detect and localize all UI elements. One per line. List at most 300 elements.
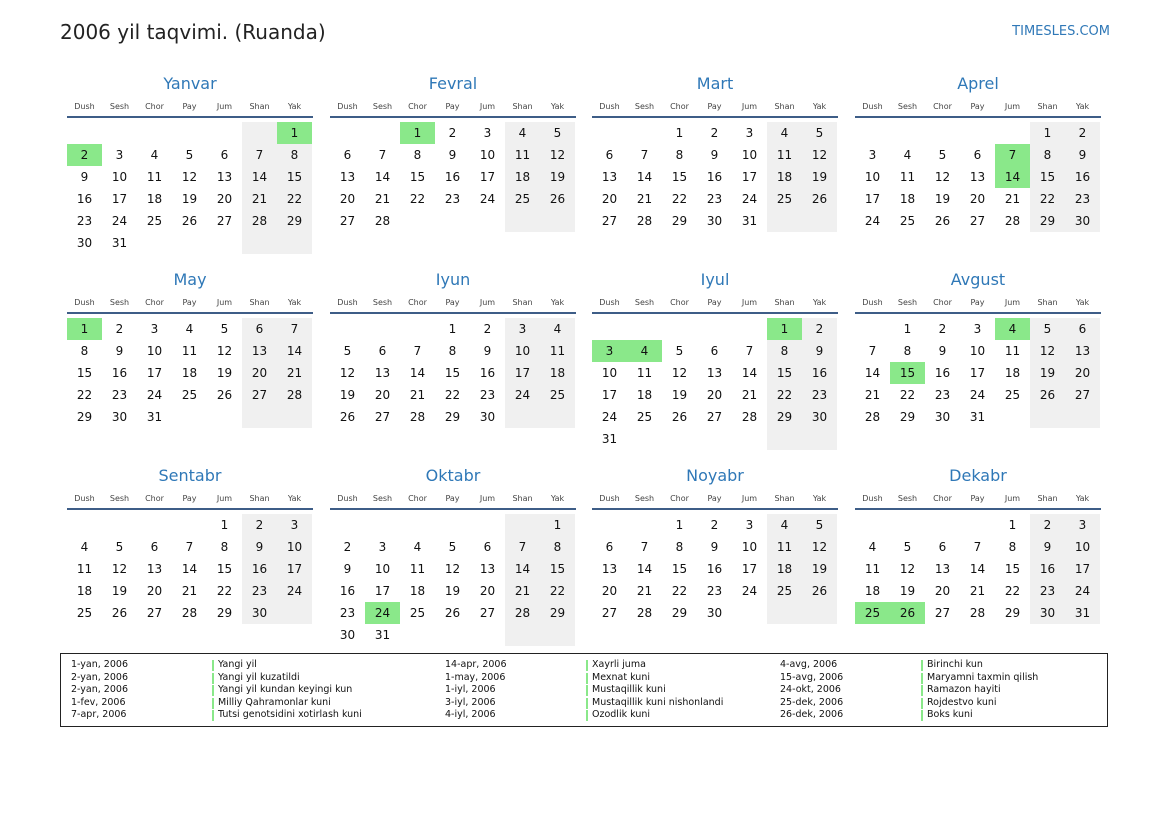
day-cell: 13	[1065, 340, 1100, 362]
weekday-label: Pay	[707, 102, 722, 111]
day-cell: 27	[706, 410, 723, 424]
month-iyul	[592, 270, 838, 445]
holiday-marker	[212, 685, 214, 696]
day-cell: 3	[150, 322, 159, 336]
day-cell: 17	[741, 170, 758, 184]
day-cell: 28	[181, 606, 198, 620]
weekday-label: Shan	[1037, 102, 1058, 111]
weekday-label: Dush	[337, 298, 358, 307]
day-cell: 10	[374, 562, 391, 576]
weekday-label: Pay	[707, 298, 722, 307]
header-rule	[330, 508, 576, 510]
day-cell: 11	[899, 170, 916, 184]
day-cell: 22	[277, 188, 312, 210]
month-fevral	[330, 74, 576, 249]
weekday-label: Dush	[862, 102, 883, 111]
day-cell: 4	[185, 322, 194, 336]
weekend-blank	[277, 232, 312, 254]
day-cell: 24	[277, 580, 312, 602]
day-cell: 11	[181, 344, 198, 358]
day-cell: 29	[671, 606, 688, 620]
day-cell: 3	[745, 126, 754, 140]
day-cell: 10	[146, 344, 163, 358]
day-cell: 13	[479, 562, 496, 576]
day-cell: 22	[1030, 188, 1065, 210]
day-cell: 20	[374, 388, 391, 402]
day-cell: 15	[277, 166, 312, 188]
day-cell: 30	[706, 606, 723, 620]
day-cell: 21	[409, 388, 426, 402]
site-link[interactable]: TIMESLES.COM	[1012, 24, 1110, 39]
day-cell: 31	[111, 236, 128, 250]
day-cell: 21	[277, 362, 312, 384]
day-cell: 15	[540, 558, 575, 580]
day-cell: 12	[802, 144, 837, 166]
day-cell: 27	[1065, 384, 1100, 406]
day-cell: 7	[242, 144, 277, 166]
weekend-blank	[1065, 406, 1100, 428]
day-cell: 4	[413, 540, 422, 554]
weekday-label: Pay	[182, 102, 197, 111]
day-cell: 20	[339, 192, 356, 206]
weekend-blank	[540, 624, 575, 646]
holiday-marker	[212, 660, 214, 671]
day-cell: 28	[864, 410, 881, 424]
holiday-name: Mexnat kuni	[592, 671, 650, 683]
weekday-label: Jum	[479, 298, 496, 307]
day-cell: 2	[448, 126, 457, 140]
month-name: Yanvar	[163, 74, 217, 93]
day-cell: 22	[444, 388, 461, 402]
day-cell: 9	[80, 170, 89, 184]
day-cell: 29	[767, 406, 802, 428]
day-cell: 9	[1065, 144, 1100, 166]
day-cell: 25	[76, 606, 93, 620]
day-cell: 21	[242, 188, 277, 210]
holiday-date: 26-dek, 2006	[780, 709, 844, 721]
day-cell: 11	[636, 366, 653, 380]
day-cell: 30	[934, 410, 951, 424]
day-cell: 7	[413, 344, 422, 358]
day-cell: 2	[483, 322, 492, 336]
month-iyun	[330, 270, 576, 445]
day-cell: 1	[675, 518, 684, 532]
day-cell: 11	[76, 562, 93, 576]
day-cell: 21	[864, 388, 881, 402]
day-cell: 20	[706, 388, 723, 402]
day-cell: 21	[505, 580, 540, 602]
header-rule	[855, 312, 1101, 314]
day-cell: 29	[444, 410, 461, 424]
day-cell: 23	[1030, 580, 1065, 602]
day-cell: 5	[540, 122, 575, 144]
weekday-label: Shan	[1037, 298, 1058, 307]
day-cell: 18	[767, 166, 802, 188]
day-cell: 9	[448, 148, 457, 162]
weekend-blank	[242, 232, 277, 254]
weekday-label: Pay	[970, 494, 985, 503]
weekday-label: Pay	[970, 298, 985, 307]
day-cell: 6	[710, 344, 719, 358]
day-cell: 2	[710, 518, 719, 532]
holiday-legend	[60, 653, 1108, 727]
holiday-name: Yangi yil	[218, 659, 257, 670]
holiday-name: Xayrli juma	[592, 659, 646, 670]
day-cell: 19	[339, 388, 356, 402]
day-cell: 24	[111, 214, 128, 228]
holiday-date: 1-yan, 2006	[71, 659, 128, 670]
weekday-label: Dush	[862, 298, 883, 307]
weekday-label: Yak	[287, 102, 302, 111]
weekday-label: Sesh	[372, 102, 393, 111]
day-cell: 1	[1030, 122, 1065, 144]
holiday-date: 25-dek, 2006	[780, 696, 844, 708]
day-cell: 28	[969, 606, 986, 620]
day-cell: 16	[1030, 558, 1065, 580]
day-cell: 9	[1030, 536, 1065, 558]
day-cell: 31	[1065, 602, 1100, 624]
day-cell: 30	[111, 410, 128, 424]
month-mart	[592, 74, 838, 249]
day-cell: 7	[378, 148, 387, 162]
weekday-label: Chor	[408, 102, 427, 111]
day-cell: 28	[636, 214, 653, 228]
day-cell: 2	[115, 322, 124, 336]
day-cell: 16	[934, 366, 951, 380]
weekday-label: Dush	[74, 494, 95, 503]
weekday-label: Yak	[287, 298, 302, 307]
day-cell: 8	[413, 148, 422, 162]
day-cell: 2	[710, 126, 719, 140]
holiday-marker	[586, 685, 588, 696]
weekday-label: Shan	[249, 102, 270, 111]
day-cell: 12	[339, 366, 356, 380]
day-cell: 3	[277, 514, 312, 536]
weekday-label: Sesh	[897, 102, 918, 111]
day-cell: 16	[479, 366, 496, 380]
day-cell: 27	[374, 410, 391, 424]
day-cell: 14	[741, 366, 758, 380]
day-cell: 4	[767, 514, 802, 536]
day-cell: 14	[636, 562, 653, 576]
day-cell: 20	[216, 192, 233, 206]
day-cell: 1	[448, 322, 457, 336]
weekday-label: Sesh	[634, 494, 655, 503]
day-cell: 13	[216, 170, 233, 184]
day-cell: 17	[1065, 558, 1100, 580]
day-cell: 24	[146, 388, 163, 402]
day-cell: 27	[601, 214, 618, 228]
holiday-date: 3-iyl, 2006	[445, 696, 496, 708]
holiday-date: 14-apr, 2006	[445, 659, 507, 670]
day-cell: 28	[1004, 214, 1021, 228]
day-cell: 17	[969, 366, 986, 380]
day-cell: 7	[640, 148, 649, 162]
weekday-label: Pay	[445, 298, 460, 307]
weekday-label: Shan	[249, 494, 270, 503]
day-cell: 2	[802, 318, 837, 340]
header-rule	[330, 116, 576, 118]
month-may	[67, 270, 313, 445]
holiday-marker	[586, 660, 588, 671]
day-cell: 10	[1065, 536, 1100, 558]
weekend-blank	[242, 122, 277, 144]
day-cell: 22	[767, 384, 802, 406]
header-rule	[67, 312, 313, 314]
day-cell: 29	[1030, 210, 1065, 232]
day-cell: 8	[675, 148, 684, 162]
day-cell: 10	[601, 366, 618, 380]
weekday-label: Shan	[774, 102, 795, 111]
holiday-name: Maryamni taxmin qilish	[927, 671, 1039, 683]
month-sentabr	[67, 466, 313, 641]
day-cell: 21	[1004, 192, 1021, 206]
weekday-label: Shan	[512, 102, 533, 111]
day-cell: 5	[115, 540, 124, 554]
day-cell: 13	[934, 562, 951, 576]
day-cell: 10	[969, 344, 986, 358]
day-cell: 22	[671, 584, 688, 598]
weekday-label: Jum	[479, 102, 496, 111]
weekend-blank	[1030, 406, 1065, 428]
day-cell: 5	[675, 344, 684, 358]
day-cell: 6	[150, 540, 159, 554]
day-cell: 14	[374, 170, 391, 184]
day-cell: 2	[343, 540, 352, 554]
day-cell: 5	[802, 514, 837, 536]
weekday-label: Dush	[599, 298, 620, 307]
day-cell: 31	[741, 214, 758, 228]
day-cell: 20	[242, 362, 277, 384]
day-cell: 20	[969, 192, 986, 206]
day-cell: 24	[741, 192, 758, 206]
holiday-date: 24-okt, 2006	[780, 684, 841, 696]
weekday-label: Shan	[249, 298, 270, 307]
day-cell: 28	[374, 214, 391, 228]
day-cell: 5	[938, 148, 947, 162]
day-cell: 5	[1030, 318, 1065, 340]
day-cell: 14	[505, 558, 540, 580]
weekend-blank	[767, 602, 802, 624]
day-cell: 26	[216, 388, 233, 402]
day-cell: 20	[1065, 362, 1100, 384]
day-cell: 1	[903, 322, 912, 336]
day-cell: 8	[903, 344, 912, 358]
holiday-day: 15	[890, 362, 925, 384]
day-cell: 26	[540, 188, 575, 210]
day-cell: 12	[802, 536, 837, 558]
day-cell: 10	[505, 340, 540, 362]
weekday-label: Pay	[182, 494, 197, 503]
weekday-label: Dush	[337, 494, 358, 503]
day-cell: 8	[220, 540, 229, 554]
day-cell: 25	[899, 214, 916, 228]
day-cell: 11	[767, 536, 802, 558]
weekday-label: Chor	[933, 494, 952, 503]
day-cell: 18	[146, 192, 163, 206]
weekday-label: Yak	[1075, 298, 1090, 307]
month-name: Sentabr	[158, 466, 222, 485]
day-cell: 14	[636, 170, 653, 184]
weekday-label: Shan	[774, 298, 795, 307]
header-rule	[592, 116, 838, 118]
weekday-label: Sesh	[372, 298, 393, 307]
day-cell: 19	[934, 192, 951, 206]
day-cell: 21	[969, 584, 986, 598]
holiday-date: 4-avg, 2006	[780, 659, 838, 670]
day-cell: 7	[505, 536, 540, 558]
day-cell: 18	[636, 388, 653, 402]
weekend-blank	[802, 602, 837, 624]
month-avgust	[855, 270, 1101, 445]
header-rule	[67, 508, 313, 510]
day-cell: 24	[864, 214, 881, 228]
day-cell: 26	[339, 410, 356, 424]
weekday-label: Pay	[182, 298, 197, 307]
day-cell: 22	[216, 584, 233, 598]
day-cell: 12	[934, 170, 951, 184]
header-rule	[592, 508, 838, 510]
day-cell: 25	[767, 580, 802, 602]
day-cell: 7	[277, 318, 312, 340]
weekend-blank	[505, 624, 540, 646]
day-cell: 19	[444, 584, 461, 598]
day-cell: 29	[899, 410, 916, 424]
day-cell: 5	[343, 344, 352, 358]
holiday-day: 26	[890, 602, 925, 624]
day-cell: 27	[216, 214, 233, 228]
day-cell: 4	[868, 540, 877, 554]
holiday-day: 3	[592, 340, 627, 362]
day-cell: 3	[868, 148, 877, 162]
day-cell: 27	[146, 606, 163, 620]
day-cell: 12	[181, 170, 198, 184]
day-cell: 30	[339, 628, 356, 642]
day-cell: 16	[76, 192, 93, 206]
holiday-date: 1-fev, 2006	[71, 696, 126, 708]
day-cell: 18	[505, 166, 540, 188]
holiday-marker	[586, 673, 588, 684]
day-cell: 3	[973, 322, 982, 336]
day-cell: 3	[1065, 514, 1100, 536]
day-cell: 1	[675, 126, 684, 140]
day-cell: 20	[479, 584, 496, 598]
holiday-day: 1	[767, 318, 802, 340]
day-cell: 31	[601, 432, 618, 446]
day-cell: 14	[969, 562, 986, 576]
day-cell: 23	[339, 606, 356, 620]
day-cell: 22	[76, 388, 93, 402]
holiday-marker	[212, 710, 214, 721]
day-cell: 4	[150, 148, 159, 162]
day-cell: 15	[671, 170, 688, 184]
day-cell: 18	[76, 584, 93, 598]
day-cell: 22	[540, 580, 575, 602]
day-cell: 9	[710, 148, 719, 162]
day-cell: 18	[1004, 366, 1021, 380]
holiday-name: Boks kuni	[927, 709, 973, 721]
weekend-blank	[505, 210, 540, 232]
weekend-blank	[277, 602, 312, 624]
holiday-name: Mustaqillik kuni nishonlandi	[592, 696, 724, 708]
day-cell: 18	[899, 192, 916, 206]
day-cell: 12	[540, 144, 575, 166]
day-cell: 7	[745, 344, 754, 358]
weekday-label: Jum	[741, 298, 758, 307]
day-cell: 22	[1004, 584, 1021, 598]
day-cell: 28	[741, 410, 758, 424]
holiday-name: Birinchi kun	[927, 659, 983, 670]
day-cell: 14	[409, 366, 426, 380]
weekday-label: Pay	[707, 494, 722, 503]
day-cell: 2	[938, 322, 947, 336]
day-cell: 15	[216, 562, 233, 576]
day-cell: 17	[741, 562, 758, 576]
day-cell: 8	[767, 340, 802, 362]
day-cell: 27	[339, 214, 356, 228]
weekday-label: Chor	[670, 494, 689, 503]
weekday-label: Sesh	[109, 494, 130, 503]
day-cell: 11	[540, 340, 575, 362]
weekday-label: Sesh	[372, 494, 393, 503]
day-cell: 28	[242, 210, 277, 232]
holiday-date: 2-yan, 2006	[71, 684, 128, 696]
day-cell: 27	[601, 606, 618, 620]
weekday-label: Jum	[741, 102, 758, 111]
day-cell: 25	[1004, 388, 1021, 402]
month-aprel	[855, 74, 1101, 249]
day-cell: 14	[277, 340, 312, 362]
day-cell: 13	[374, 366, 391, 380]
day-cell: 13	[339, 170, 356, 184]
holiday-day: 1	[400, 122, 435, 144]
holiday-name: Tutsi genotsidini xotirlash kuni	[218, 709, 362, 721]
day-cell: 8	[448, 344, 457, 358]
day-cell: 19	[540, 166, 575, 188]
weekday-label: Pay	[970, 102, 985, 111]
weekday-label: Jum	[216, 298, 233, 307]
weekday-label: Chor	[408, 298, 427, 307]
day-cell: 26	[802, 188, 837, 210]
day-cell: 9	[938, 344, 947, 358]
holiday-name: Milliy Qahramonlar kuni	[218, 696, 331, 708]
holiday-date: 15-avg, 2006	[780, 671, 844, 683]
day-cell: 26	[934, 214, 951, 228]
day-cell: 9	[483, 344, 492, 358]
day-cell: 17	[146, 366, 163, 380]
day-cell: 30	[242, 602, 277, 624]
weekend-blank	[767, 428, 802, 450]
month-name: Oktabr	[425, 466, 481, 485]
day-cell: 16	[339, 584, 356, 598]
day-cell: 17	[374, 584, 391, 598]
day-cell: 25	[181, 388, 198, 402]
day-cell: 1	[220, 518, 229, 532]
day-cell: 31	[374, 628, 391, 642]
day-cell: 28	[636, 606, 653, 620]
day-cell: 12	[111, 562, 128, 576]
day-cell: 23	[76, 214, 93, 228]
day-cell: 4	[540, 318, 575, 340]
day-cell: 26	[671, 410, 688, 424]
day-cell: 5	[903, 540, 912, 554]
weekday-label: Chor	[145, 494, 164, 503]
day-cell: 15	[444, 366, 461, 380]
holiday-date: 4-iyl, 2006	[445, 709, 496, 721]
day-cell: 20	[934, 584, 951, 598]
day-cell: 8	[675, 540, 684, 554]
weekday-label: Pay	[445, 102, 460, 111]
